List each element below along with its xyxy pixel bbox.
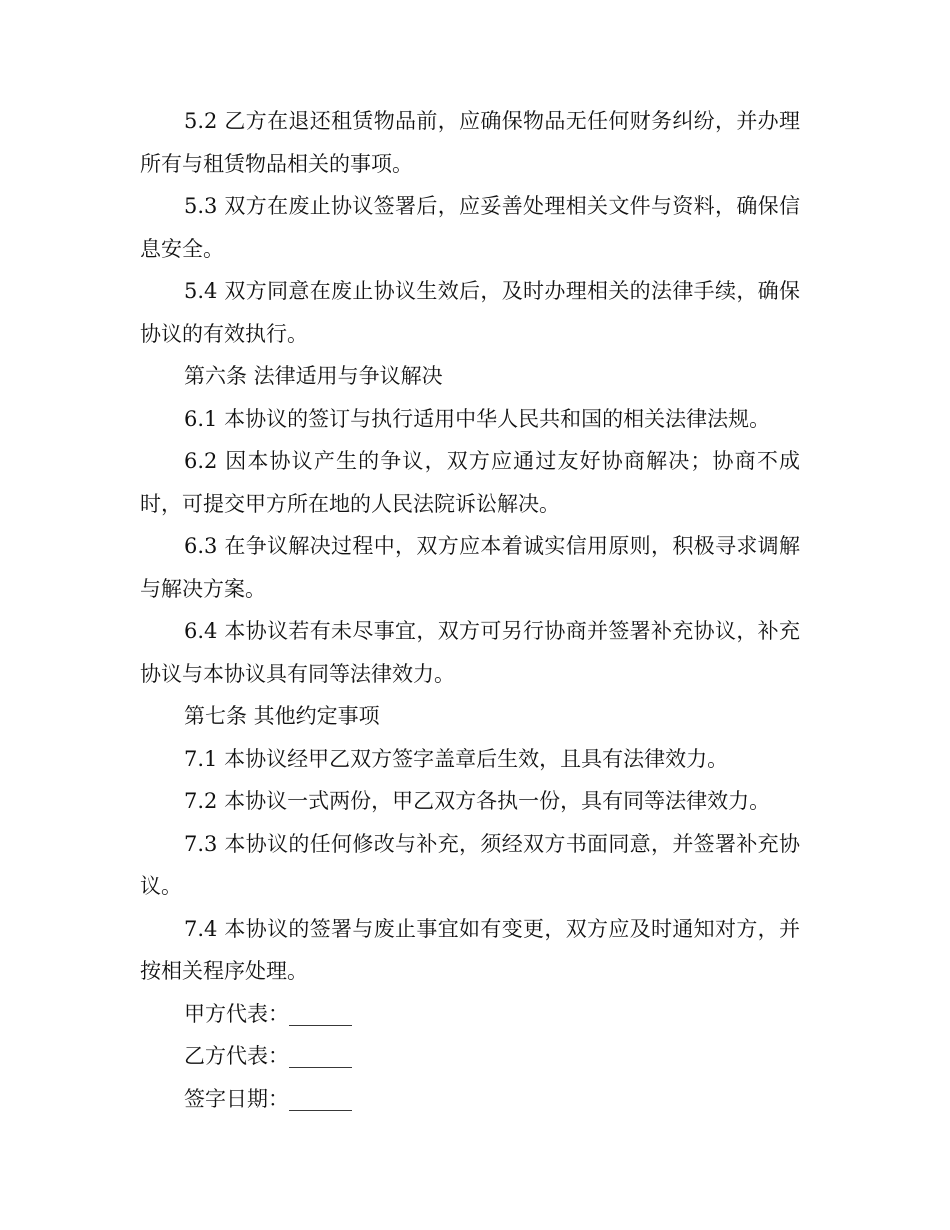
clause-6-1: 6.1 本协议的签订与执行适用中华人民共和国的相关法律法规。 xyxy=(184,406,771,431)
section-6-heading: 第六条 法律适用与争议解决 xyxy=(184,364,443,388)
section-7-heading: 第七条 其他约定事项 xyxy=(184,704,380,728)
clause-6-4: 6.4 本协议若有未尽事宜，双方可另行协商并签署补充协议，补充协议与本协议具有同等法律效力。 xyxy=(140,619,800,686)
signing-date-line: 签字日期：______ xyxy=(184,1086,352,1111)
clause-6-3: 6.3 在争议解决过程中，双方应本着诚实信用原则，积极寻求调解与解决方案。 xyxy=(140,534,800,601)
clause-5-3: 5.3 双方在废止协议签署后，应妥善处理相关文件与资料，确保信息安全。 xyxy=(140,194,800,261)
clause-5-4: 5.4 双方同意在废止协议生效后，及时办理相关的法律手续，确保协议的有效执行。 xyxy=(140,279,800,346)
party-a-signature-line: 甲方代表：______ xyxy=(184,1001,352,1026)
clause-7-1: 7.1 本协议经甲乙双方签字盖章后生效，且具有法律效力。 xyxy=(184,746,729,771)
party-b-signature-line: 乙方代表：______ xyxy=(184,1044,352,1068)
clause-7-2: 7.2 本协议一式两份，甲乙双方各执一份，具有同等法律效力。 xyxy=(184,789,771,813)
clause-5-2: 5.2 乙方在退还租赁物品前，应确保物品无任何财务纠纷，并办理所有与租赁物品相关的事项。 xyxy=(140,109,800,176)
clause-7-3: 7.3 本协议的任何修改与补充，须经双方书面同意，并签署补充协议。 xyxy=(140,831,800,898)
clause-6-2: 6.2 因本协议产生的争议，双方应通过友好协商解决；协商不成时，可提交甲方所在地的人民法院诉讼解决。 xyxy=(140,449,800,516)
clause-7-4: 7.4 本协议的签署与废止事宜如有变更，双方应及时通知对方，并按相关程序处理。 xyxy=(140,916,800,983)
document-body xyxy=(140,100,800,1120)
